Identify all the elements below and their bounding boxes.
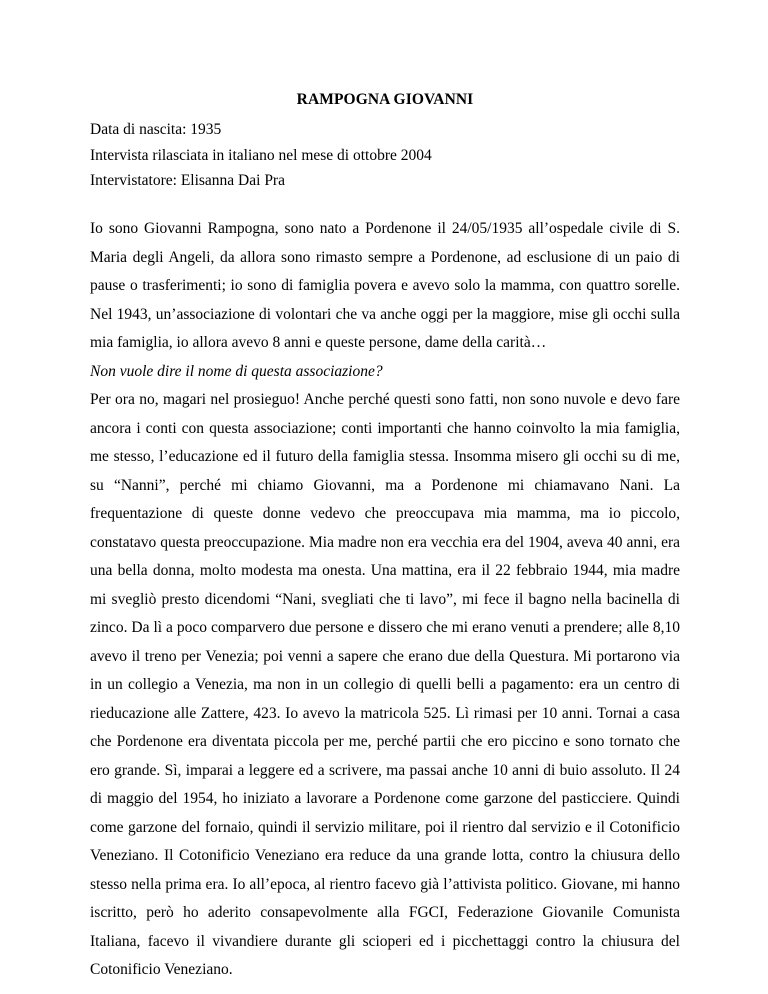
interviewer-question: Non vuole dire il nome di questa associazione? (90, 362, 383, 380)
paragraph: Per ora no, magari nel prosieguo! Anche perché questi sono fatti, non sono nuvole e devo fare ancora i conti con questa associazione; conti importanti che hanno coinvolto la mia famiglia, me stesso, l’educazione ed il futuro della famiglia stessa. Insomma misero gli occhi su di me, su “Nanni”, perché mi chiamo Giovanni, ma a Pordenone mi chiamavano Nani. La frequentazione di queste donne vedevo che preoccupava mia mamma, ma io piccolo, constatavo questa preoccupazione. Mia madre non era vecchia era del 1904, aveva 40 anni, era una bella donna, molto modesta ma onesta. Una mattina, era il 22 febbraio 1944, mia madre mi svegliò presto dicendomi “Nani, svegliati che ti lavo”, mi fece il bagno nella bacinella di zinco. Da lì a poco comparvero due persone e dissero che mi erano venuti a prendere; alle 8,10 avevo il treno per Venezia; poi venni a sapere che erano due della Questura. Mi portarono via in un collegio a Venezia, ma non in un collegio di quelli belli a pagamento: era un centro di rieducazione alle Zattere, 423. Io avevo la matricola 525. Lì rimasi per 10 anni. Tornai a casa che Pordenone era diventata piccola per me, perché partii che ero piccino e sono tornato che ero grande. Sì, imparai a leggere ed a scrivere, ma passai anche 10 anni di buio assoluto. Il 24 di maggio del 1954, ho iniziato a lavorare a Pordenone come garzone del pasticciere. Quindi come garzone del fornaio, quindi il servizio militare, poi il rientro dal servizio e il Cotonificio Veneziano. Il Cotonificio Veneziano era reduce da una grande lotta, contro la chiusura dello stesso nella prima era. Io all’epoca, al rientro facevo già l’attivista politico. Giovane, mi hanno iscritto, però ho aderito consapevolmente alla FGCI, Federazione Giovanile Comunista Italiana, facevo il vivandiere durante gli scioperi ed i picchettaggi contro la chiusura del Cotonificio Veneziano. (90, 391, 680, 978)
paragraph: Io sono Giovanni Rampogna, sono nato a Pordenone il 24/05/1935 all’ospedale civile di S. Maria degli Angeli, da allora sono rimasto sempre a Pordenone, ad esclusione di un paio di pause o trasferimenti; io sono di famiglia povera e avevo solo la mamma, con quattro sorelle. Nel 1943, un’associazione di volontari che va anche oggi per la maggiore, mise gli occhi sulla mia famiglia, io allora avevo 8 anni e queste persone, dame della carità… (90, 220, 680, 351)
interview-metadata (90, 117, 680, 194)
interview-body (90, 215, 680, 985)
document-title: RAMPOGNA GIOVANNI (296, 91, 474, 108)
birth-date: Data di nascita: 1935 (90, 121, 222, 138)
interviewer: Intervistatore: Elisanna Dai Pra (90, 172, 285, 189)
interview-info: Intervista rilasciata in italiano nel mese di ottobre 2004 (90, 146, 432, 164)
